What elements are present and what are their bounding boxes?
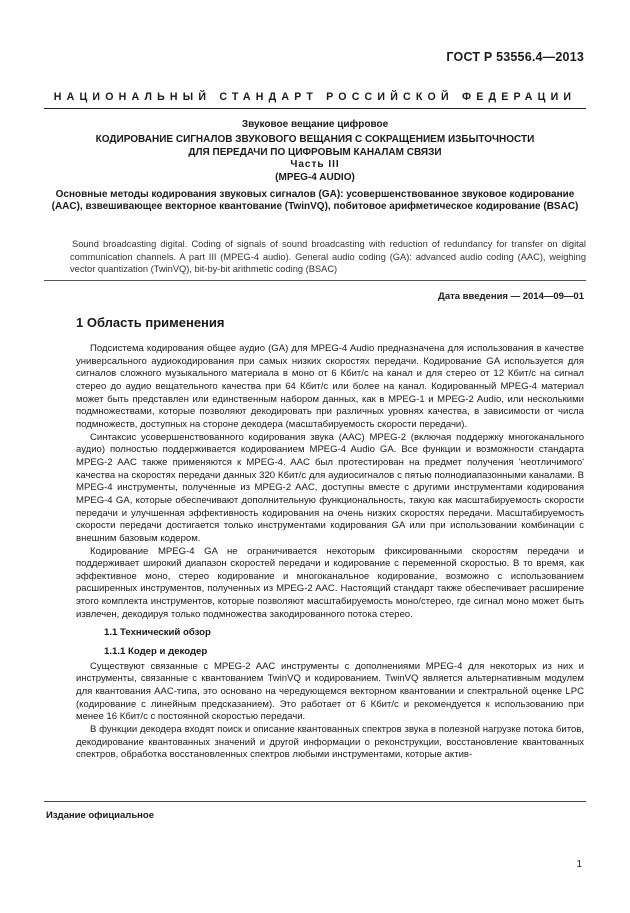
- paragraph: Синтаксис усовершенствованного кодирования звука (AAC) MPEG-2 (включая поддержку многоканального аудио) полностью поддерживается кодированием MPEG-4 Audio GA. Все функции и возможности стандарта MPEG-2 AAC также применяются к MPEG-4. AAC был протестирован на предмет получения 'неотличимого' качества на скоростях передачи данных 320 Кбит/с для аудиосигналов с пятью полнодиапазонными каналами. В MPEG-4 инструменты, полученные из MPEG-2 AAC, доступны вместе с другими инструментами кодирования MPEG-4 GA, которые обеспечивают дополнительную функциональность, такую как масштабируемость скорости передачи и улучшенная эффективность кодирования на очень низких скоростях передачи. Масштабируемость скорости передачи достигается только инструментами кодирования GA или при использовании комбинации с внешним базовым кодером.: [76, 431, 584, 544]
- standard-number: ГОСТ Р 53556.4—2013: [446, 50, 584, 64]
- introduction-date: Дата введения — 2014—09—01: [438, 291, 584, 302]
- footer-rule: [44, 801, 586, 802]
- title-bottom-rule: [44, 280, 586, 281]
- part-label: Часть III: [290, 159, 340, 171]
- main-title-line-1: КОДИРОВАНИЕ СИГНАЛОВ ЗВУКОВОГО ВЕЩАНИЯ С СОКРАЩЕНИЕМ ИЗБЫТОЧНОСТИ: [95, 134, 535, 146]
- main-title-line-2: ДЛЯ ПЕРЕДАЧИ ПО ЦИФРОВЫМ КАНАЛАМ СВЯЗИ: [188, 146, 442, 158]
- subsection-title: 1.1 Технический обзор: [104, 627, 211, 639]
- body-text: [76, 343, 584, 762]
- paragraph: В функции декодера входят поиск и описание квантованных спектров звука в полезной нагрузке потока битов, декодирование квантованных значений и другой информации о реконструкции, восстановление квантованных спектров, обработка восстановленных спектров любыми инструментами, которые актив-: [76, 724, 584, 761]
- edition-label: Издание официальное: [46, 810, 154, 821]
- section-title: 1 Область применения: [76, 315, 225, 330]
- part-name: (MPEG-4 AUDIO): [275, 171, 355, 183]
- paragraph: Кодирование MPEG-4 GA не ограничивается некоторым фиксированными скоростям передачи и поддерживает широкий диапазон скоростей передачи и кодирование с переменной скоростью. В то время, как эффективное моно, стерео кодирование и многоканальное кодирование, возможно с использованием расширенных инструментов, полученных из MPEG-2 AAC. Настоящий стандарт также обеспечивает расширение этого комплекта инструментов, которые позволяют масштабируемость моно/стерео, где сигнал моно может быть извлечен, декодируя только подмножества закодированного потока стерео.: [76, 545, 584, 620]
- english-title: Sound broadcasting digital. Coding of signals of sound broadcasting with reduction of redundancy for transfer on digital communication channels. A part III (MPEG-4 audio). General audio coding (GA): advanced audio coding (AAC), weighing vector quantization (TwinVQ), bit-by-bit arithmetic coding (BSAC): [70, 239, 586, 275]
- paragraph: Подсистема кодирования общее аудио (GA) для MPEG-4 Audio предназначена для использования в качестве универсального аудиокодирования при самых низких скоростях передачи. Кодирование GA используется для сигналов сложного музыкального материала в моно от 6 Кбит/с на канал и для стерео от 12 Кбит/с на сигнал стерео до аудио вещательного качества при 64 Кбит/с или более на канал. Кодированный MPEG-4 материал может быть представлен или единственным набором данных, как в MPEG-1 и MPEG-2 Audio, или несколькими подмножествами, которые позволяют декодировать при различных уровнях качества, в зависимости от числа подмножеств, доступных на стороне декодера (масштабируемость скорости передачи).: [76, 343, 584, 430]
- series-title: Звуковое вещание цифровое: [241, 119, 389, 130]
- subsubsection-title: 1.1.1 Кодер и декодер: [104, 646, 208, 658]
- title-block: [44, 119, 586, 214]
- page-number: 1: [576, 859, 582, 870]
- header-rule: [44, 108, 586, 109]
- paragraph: Существуют связанные с MPEG-2 AAC инструменты с дополнениями MPEG-4 для некоторых из них и инструменты, связанные с квантованием TwinVQ и кодированием. TwinVQ является альтернативным модулем для квантования AAC-типа, это основано на чередующемся векторном квантовании и спектральной оценке LPC (кодирование с линейным предсказанием). Это работает от 6 Кбит/с и рекомендуется к использованию при менее 16 Кбит/с с постоянной скоростью передачи.: [76, 660, 584, 723]
- national-standard-banner: НАЦИОНАЛЬНЫЙ СТАНДАРТ РОССИЙСКОЙ ФЕДЕРАЦИИ: [53, 91, 577, 103]
- subtitle: Основные методы кодирования звуковых сигналов (GA): усовершенствованное звуковое кодирование (AAC), взвешивающее векторное квантование (TwinVQ), побитовое арифметическое кодирование (BSAC): [51, 189, 579, 213]
